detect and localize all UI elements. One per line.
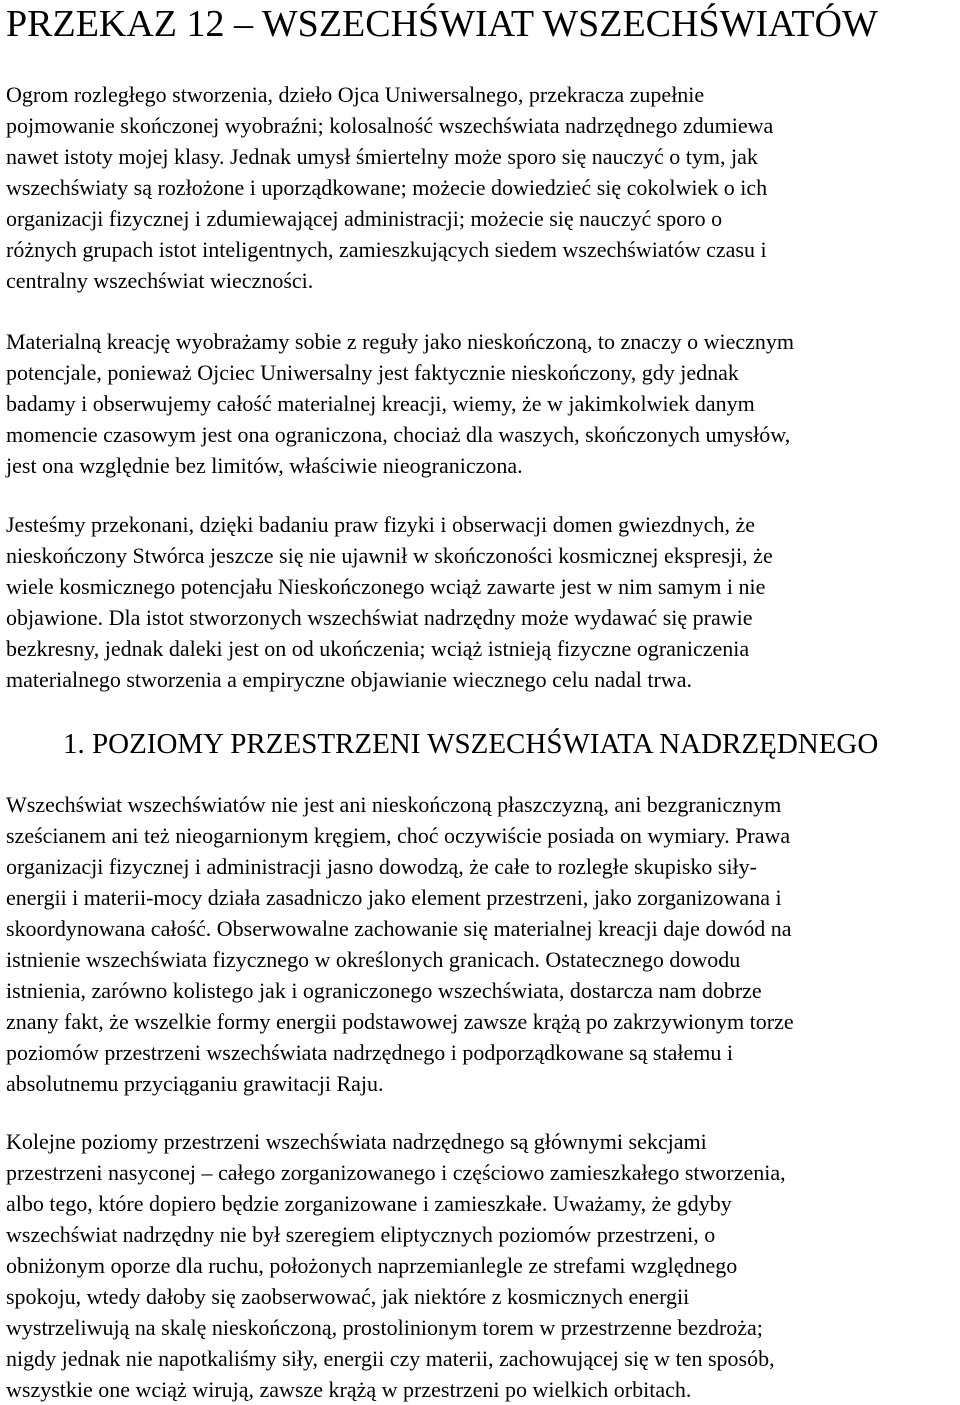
text-line: obniżonym oporze dla ruchu, położonych naprzemianlegle ze strefami względnego [6,1253,738,1278]
text-line: znany fakt, że wszelkie formy energii podstawowej zawsze krążą po zakrzywionym torze [6,1009,794,1034]
text-line: jest ona względnie bez limitów, właściwie nieograniczona. [6,453,523,478]
section-heading: 1. POZIOMY PRZESTRZENI WSZECHŚWIATA NADRZĘDNEGO [63,728,879,760]
section-paragraph-2 [6,1126,956,1405]
paragraph-2 [6,326,956,481]
text-line: potencjale, ponieważ Ojciec Uniwersalny jest faktycznie nieskończony, gdy jednak [6,360,739,385]
text-line: poziomów przestrzeni wszechświata nadrzędnego i podporządkowane są stałemu i [6,1040,733,1065]
text-line: spokoju, wtedy dałoby się zaobserwować, jak niektóre z kosmicznych energii [6,1284,690,1309]
text-line: pojmowanie skończonej wyobraźni; kolosalność wszechświata nadrzędnego zdumiewa [6,113,774,138]
document-title: PRZEKAZ 12 – WSZECHŚWIAT WSZECHŚWIATÓW [6,3,878,45]
text-line: momencie czasowym jest ona ograniczona, chociaż dla waszych, skończonych umysłów, [6,422,791,447]
text-line: bezkresny, jednak daleki jest on od ukończenia; wciąż istnieją fizyczne ograniczenia [6,636,750,661]
text-line: wszechświaty są rozłożone i uporządkowane; możecie dowiedzieć się cokolwiek o ich [6,175,768,200]
text-line: Ogrom rozległego stworzenia, dzieło Ojca Uniwersalnego, przekracza zupełnie [6,82,705,107]
text-line: objawione. Dla istot stworzonych wszechświat nadrzędny może wydawać się prawie [6,605,753,630]
paragraph-3 [6,509,956,695]
text-line: różnych grupach istot inteligentnych, zamieszkujących siedem wszechświatów czasu i [6,237,767,262]
text-line: badamy i obserwujemy całość materialnej kreacji, wiemy, że w jakimkolwiek danym [6,391,755,416]
text-line: energii i materii-mocy działa zasadniczo jako element przestrzeni, jako zorganizowana i [6,885,782,910]
section-paragraph-1 [6,789,956,1099]
text-line: absolutnemu przyciąganiu grawitacji Raju. [6,1071,384,1096]
text-line: sześcianem ani też nieogarnionym kręgiem, choć oczywiście posiada on wymiary. Prawa [6,823,791,848]
text-line: Wszechświat wszechświatów nie jest ani nieskończoną płaszczyzną, ani bezgranicznym [6,792,782,817]
text-line: istnienia, zarówno kolistego jak i ograniczonego wszechświata, dostarcza nam dobrze [6,978,762,1003]
text-line: wiele kosmicznego potencjału Nieskończonego wciąż zawarte jest w nim samym i nie [6,574,766,599]
text-line: nieskończony Stwórca jeszcze się nie ujawnił w skończoności kosmicznej ekspresji, że [6,543,773,568]
text-line: centralny wszechświat wieczności. [6,268,314,293]
text-line: nigdy jednak nie napotkaliśmy siły, energii czy materii, zachowującej się w ten sposób, [6,1346,775,1371]
text-line: organizacji fizycznej i zdumiewającej administracji; możecie się nauczyć sporo o [6,206,723,231]
text-line: wszystkie one wciąż wirują, zawsze krążą w przestrzeni po wielkich orbitach. [6,1377,692,1402]
text-line: wystrzeliwują na skalę nieskończoną, prostolinionym torem w przestrzenne bezdroża; [6,1315,763,1340]
text-line: istnienie wszechświata fizycznego w określonych granicach. Ostatecznego dowodu [6,947,741,972]
text-line: nawet istoty mojej klasy. Jednak umysł śmiertelny może sporo się nauczyć o tym, jak [6,144,758,169]
text-line: organizacji fizycznej i administracji jasno dowodzą, że całe to rozległe skupisko siły- [6,854,757,879]
text-line: Kolejne poziomy przestrzeni wszechświata nadrzędnego są głównymi sekcjami [6,1129,707,1154]
text-line: wszechświat nadrzędny nie był szeregiem eliptycznych poziomów przestrzeni, o [6,1222,716,1247]
text-line: przestrzeni nasyconej – całego zorganizowanego i częściowo zamieszkałego stworzenia, [6,1160,786,1185]
text-line: albo tego, które dopiero będzie zorganizowane i zamieszkałe. Uważamy, że gdyby [6,1191,732,1216]
paragraph-1 [6,79,956,296]
text-line: Materialną kreację wyobrażamy sobie z reguły jako nieskończoną, to znaczy o wiecznym [6,329,794,354]
text-line: skoordynowana całość. Obserwowalne zachowanie się materialnej kreacji daje dowód na [6,916,792,941]
text-line: Jesteśmy przekonani, dzięki badaniu praw fizyki i obserwacji domen gwiezdnych, że [6,512,755,537]
text-line: materialnego stworzenia a empiryczne objawianie wiecznego celu nadal trwa. [6,667,692,692]
